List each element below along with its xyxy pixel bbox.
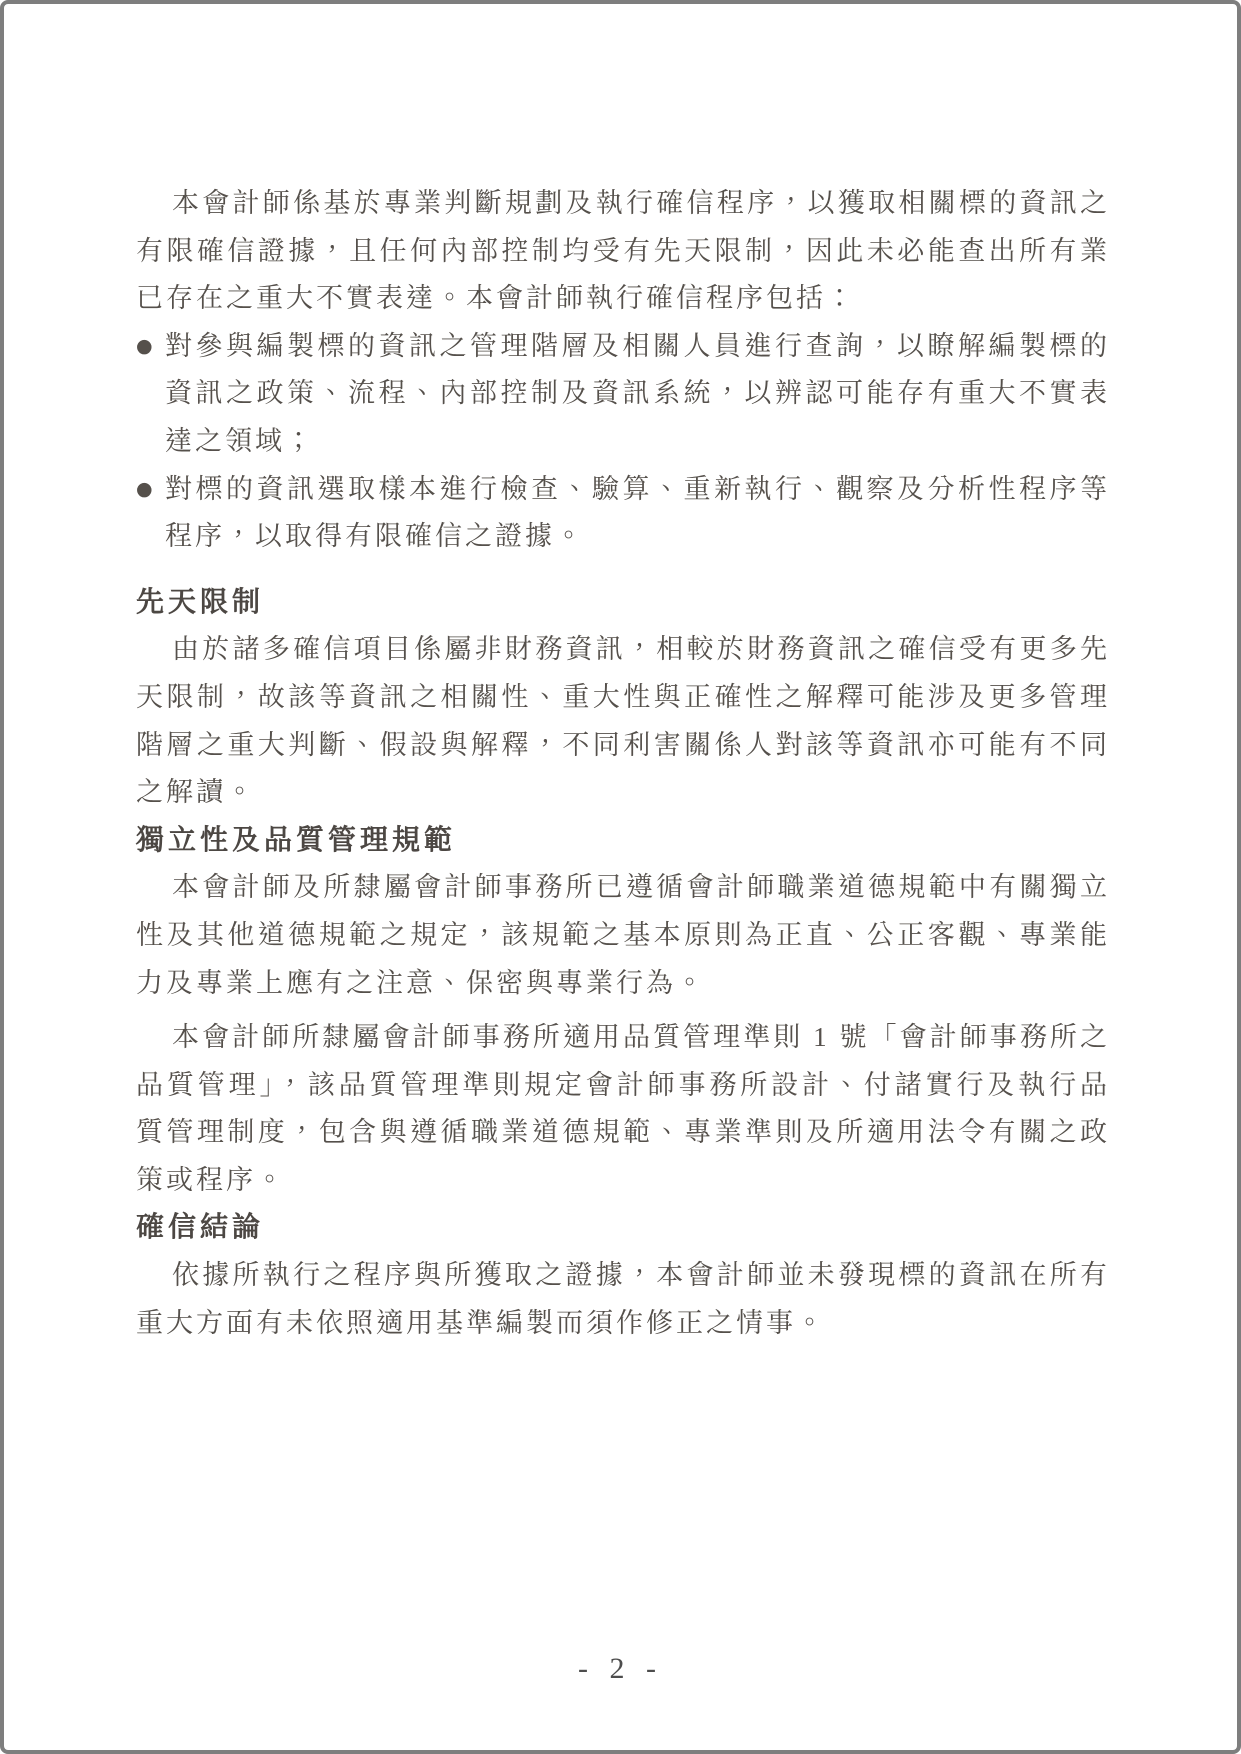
bullet-item (136, 466, 1110, 561)
bullet-icon: ● (136, 334, 153, 357)
section-heading-independence-quality: 獨立性及品質管理規範 (136, 824, 457, 856)
bullet-icon: ● (136, 477, 153, 500)
section-paragraph: 依據所執行之程序與所獲取之證據，本會計師並未發現標的資訊在所有重大方面有未依照適用基準編製而須作修正之情事。 (136, 1260, 1110, 1338)
bullet-text: 對參與編製標的資訊之管理階層及相關人員進行查詢，以瞭解編製標的資訊之政策、流程、內部控制及資訊系統，以辨認可能存有重大不實表達之領域； (165, 330, 1110, 456)
section-paragraph: 本會計師所隸屬會計師事務所適用品質管理準則 1 號「會計師事務所之品質管理」，該品質管理準則規定會計師事務所設計、付諸實行及執行品質管理制度，包含與遵循職業道德規範、專業準則及所適用法令有關之政策或程序。 (136, 1022, 1110, 1195)
bullet-item (136, 323, 1110, 466)
intro-paragraph: 本會計師係基於專業判斷規劃及執行確信程序，以獲取相關標的資訊之有限確信證據，且任何內部控制均受有先天限制，因此未必能查出所有業已存在之重大不實表達。本會計師執行確信程序包括： (136, 188, 1110, 314)
section-paragraph: 由於諸多確信項目係屬非財務資訊，相較於財務資訊之確信受有更多先天限制，故該等資訊之相關性、重大性與正確性之解釋可能涉及更多管理階層之重大判斷、假設與解釋，不同利害關係人對該等資訊亦可能有不同之解讀。 (136, 634, 1110, 808)
page-number: - 2 - (578, 1652, 663, 1685)
bullet-text: 對標的資訊選取樣本進行檢查、驗算、重新執行、觀察及分析性程序等程序，以取得有限確信之證據。 (165, 473, 1110, 552)
section-paragraph: 本會計師及所隸屬會計師事務所已遵循會計師職業道德規範中有關獨立性及其他道德規範之規定，該規範之基本原則為正直、公正客觀、專業能力及專業上應有之注意、保密與專業行為。 (136, 872, 1110, 998)
section-heading-assurance-conclusion: 確信結論 (136, 1212, 265, 1244)
section-heading-inherent-limitations: 先天限制 (136, 586, 265, 618)
report-body (136, 180, 1110, 1347)
